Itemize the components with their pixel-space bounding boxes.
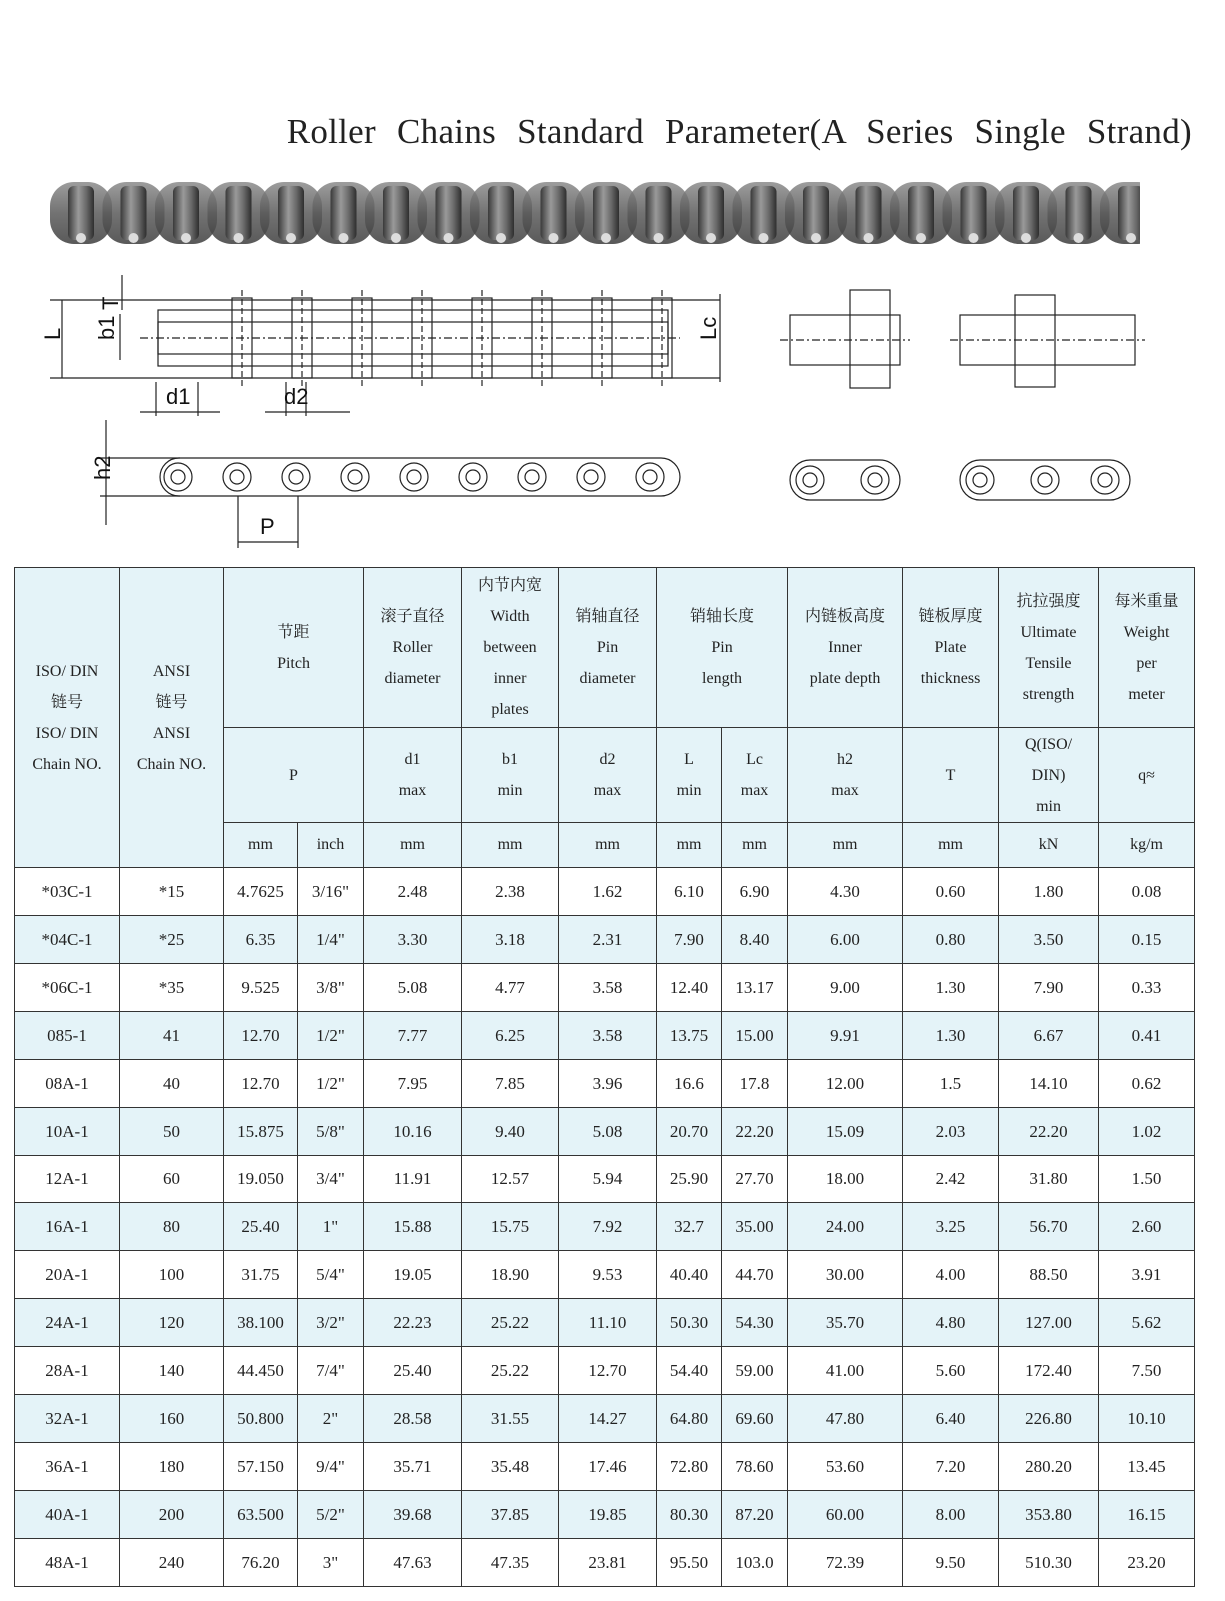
unit-cell: inch bbox=[298, 823, 364, 868]
table-cell: 4.77 bbox=[462, 963, 559, 1011]
header-ansi: ANSI 链号 ANSI Chain NO. bbox=[120, 568, 224, 868]
table-row bbox=[15, 1155, 1195, 1203]
label-Lc: Lc bbox=[696, 316, 721, 340]
table-cell: 9.525 bbox=[224, 963, 298, 1011]
table-cell: 1.62 bbox=[559, 868, 657, 916]
table-row bbox=[15, 1538, 1195, 1586]
table-cell: 19.05 bbox=[364, 1251, 462, 1299]
table-cell: 5/4" bbox=[298, 1251, 364, 1299]
table-cell: 25.90 bbox=[657, 1155, 722, 1203]
header-tensile-strength: 抗拉强度 Ultimate Tensile strength bbox=[999, 568, 1099, 728]
table-cell: 24.00 bbox=[788, 1203, 903, 1251]
symbol-L: L min bbox=[657, 728, 722, 823]
table-cell: 50 bbox=[120, 1107, 224, 1155]
table-cell: 226.80 bbox=[999, 1395, 1099, 1443]
table-row bbox=[15, 1490, 1195, 1538]
table-cell: 13.75 bbox=[657, 1011, 722, 1059]
table-cell: 0.60 bbox=[903, 868, 999, 916]
table-cell: 5.08 bbox=[559, 1107, 657, 1155]
table-cell: 31.55 bbox=[462, 1395, 559, 1443]
table-cell: 15.75 bbox=[462, 1203, 559, 1251]
table-cell: 3.58 bbox=[559, 963, 657, 1011]
table-cell: 39.68 bbox=[364, 1490, 462, 1538]
table-row bbox=[15, 1299, 1195, 1347]
table-cell: 31.75 bbox=[224, 1251, 298, 1299]
table-cell: 172.40 bbox=[999, 1347, 1099, 1395]
table-cell: 25.22 bbox=[462, 1299, 559, 1347]
table-cell: 280.20 bbox=[999, 1443, 1099, 1491]
label-d2: d2 bbox=[284, 384, 309, 409]
table-cell: 20A-1 bbox=[15, 1251, 120, 1299]
page-title: Roller Chains Standard Parameter(A Series Single Strand) bbox=[286, 112, 1192, 151]
table-cell: 80.30 bbox=[657, 1490, 722, 1538]
table-cell: 1/4" bbox=[298, 915, 364, 963]
table-cell: 88.50 bbox=[999, 1251, 1099, 1299]
table-cell: 9.50 bbox=[903, 1538, 999, 1586]
table-cell: 240 bbox=[120, 1538, 224, 1586]
table-cell: 47.63 bbox=[364, 1538, 462, 1586]
table-cell: 23.20 bbox=[1099, 1538, 1195, 1586]
table-cell: 9.91 bbox=[788, 1011, 903, 1059]
table-cell: 57.150 bbox=[224, 1443, 298, 1491]
table-cell: 44.70 bbox=[722, 1251, 788, 1299]
table-cell: 2.42 bbox=[903, 1155, 999, 1203]
table-cell: 2.03 bbox=[903, 1107, 999, 1155]
table-cell: 12.70 bbox=[559, 1347, 657, 1395]
table-cell: *35 bbox=[120, 963, 224, 1011]
table-cell: 1.5 bbox=[903, 1059, 999, 1107]
table-cell: 48A-1 bbox=[15, 1538, 120, 1586]
table-cell: 9/4" bbox=[298, 1443, 364, 1491]
table-row bbox=[15, 1011, 1195, 1059]
table-cell: 12.70 bbox=[224, 1059, 298, 1107]
table-cell: 95.50 bbox=[657, 1538, 722, 1586]
table-cell: 3.25 bbox=[903, 1203, 999, 1251]
table-cell: 22.20 bbox=[722, 1107, 788, 1155]
table-cell: 56.70 bbox=[999, 1203, 1099, 1251]
table-cell: 103.0 bbox=[722, 1538, 788, 1586]
table-cell: 15.00 bbox=[722, 1011, 788, 1059]
table-cell: 3/4" bbox=[298, 1155, 364, 1203]
symbol-q: q≈ bbox=[1099, 728, 1195, 823]
header-iso: ISO/ DIN 链号 ISO/ DIN Chain NO. bbox=[15, 568, 120, 868]
table-cell: 8.00 bbox=[903, 1490, 999, 1538]
table-cell: 3" bbox=[298, 1538, 364, 1586]
table-cell: 3/16" bbox=[298, 868, 364, 916]
table-cell: 16A-1 bbox=[15, 1203, 120, 1251]
table-cell: 50.30 bbox=[657, 1299, 722, 1347]
table-cell: 08A-1 bbox=[15, 1059, 120, 1107]
table-cell: 3.30 bbox=[364, 915, 462, 963]
table-cell: 1.50 bbox=[1099, 1155, 1195, 1203]
unit-cell: mm bbox=[559, 823, 657, 868]
table-cell: 35.71 bbox=[364, 1443, 462, 1491]
table-cell: 1.02 bbox=[1099, 1107, 1195, 1155]
table-cell: 6.90 bbox=[722, 868, 788, 916]
table-cell: 59.00 bbox=[722, 1347, 788, 1395]
table-cell: 20.70 bbox=[657, 1107, 722, 1155]
link-detail-diagrams bbox=[780, 280, 1160, 520]
table-cell: 2.31 bbox=[559, 915, 657, 963]
table-cell: 50.800 bbox=[224, 1395, 298, 1443]
table-cell: 3.58 bbox=[559, 1011, 657, 1059]
table-cell: 14.10 bbox=[999, 1059, 1099, 1107]
table-cell: 12.00 bbox=[788, 1059, 903, 1107]
table-cell: 4.00 bbox=[903, 1251, 999, 1299]
label-d1: d1 bbox=[166, 384, 191, 409]
table-cell: 15.09 bbox=[788, 1107, 903, 1155]
label-h2: h2 bbox=[90, 455, 115, 480]
table-row bbox=[15, 1347, 1195, 1395]
table-cell: 3/8" bbox=[298, 963, 364, 1011]
table-cell: 40A-1 bbox=[15, 1490, 120, 1538]
table-cell: 28.58 bbox=[364, 1395, 462, 1443]
header-pin-length: 销轴长度 Pin length bbox=[657, 568, 788, 728]
table-cell: 28A-1 bbox=[15, 1347, 120, 1395]
header-plate-thickness: 链板厚度 Plate thickness bbox=[903, 568, 999, 728]
table-cell: 47.35 bbox=[462, 1538, 559, 1586]
symbol-h2: h2 max bbox=[788, 728, 903, 823]
table-cell: 0.33 bbox=[1099, 963, 1195, 1011]
table-cell: 6.00 bbox=[788, 915, 903, 963]
table-cell: 53.60 bbox=[788, 1443, 903, 1491]
table-cell: 7.90 bbox=[657, 915, 722, 963]
table-cell: 6.35 bbox=[224, 915, 298, 963]
table-cell: 87.20 bbox=[722, 1490, 788, 1538]
table-cell: 24A-1 bbox=[15, 1299, 120, 1347]
table-cell: 47.80 bbox=[788, 1395, 903, 1443]
table-cell: 22.20 bbox=[999, 1107, 1099, 1155]
symbol-d2: d2 max bbox=[559, 728, 657, 823]
table-cell: 72.39 bbox=[788, 1538, 903, 1586]
header-inner-width: 内节内宽 Width between inner plates bbox=[462, 568, 559, 728]
unit-cell: kN bbox=[999, 823, 1099, 868]
unit-cell: mm bbox=[224, 823, 298, 868]
header-roller-diameter: 滚子直径 Roller diameter bbox=[364, 568, 462, 728]
table-cell: 9.00 bbox=[788, 963, 903, 1011]
symbol-b1: b1 min bbox=[462, 728, 559, 823]
table-cell: 11.10 bbox=[559, 1299, 657, 1347]
table-cell: 0.80 bbox=[903, 915, 999, 963]
table-cell: 54.40 bbox=[657, 1347, 722, 1395]
table-row bbox=[15, 1059, 1195, 1107]
table-cell: 140 bbox=[120, 1347, 224, 1395]
unit-cell: mm bbox=[657, 823, 722, 868]
table-cell: 200 bbox=[120, 1490, 224, 1538]
table-cell: 7.90 bbox=[999, 963, 1099, 1011]
table-cell: 6.40 bbox=[903, 1395, 999, 1443]
table-cell: 7.20 bbox=[903, 1443, 999, 1491]
symbol-T: T bbox=[903, 728, 999, 823]
table-cell: 3.50 bbox=[999, 915, 1099, 963]
table-cell: 1" bbox=[298, 1203, 364, 1251]
table-cell: 4.7625 bbox=[224, 868, 298, 916]
table-cell: 0.62 bbox=[1099, 1059, 1195, 1107]
unit-cell: mm bbox=[788, 823, 903, 868]
table-row bbox=[15, 1443, 1195, 1491]
table-cell: 41.00 bbox=[788, 1347, 903, 1395]
table-row bbox=[15, 868, 1195, 916]
table-cell: 12.70 bbox=[224, 1011, 298, 1059]
table-cell: 5/2" bbox=[298, 1490, 364, 1538]
table-cell: 37.85 bbox=[462, 1490, 559, 1538]
table-cell: 25.40 bbox=[224, 1203, 298, 1251]
unit-cell: mm bbox=[722, 823, 788, 868]
table-cell: 2.38 bbox=[462, 868, 559, 916]
table-cell: 2.60 bbox=[1099, 1203, 1195, 1251]
table-cell: 19.050 bbox=[224, 1155, 298, 1203]
table-cell: 12A-1 bbox=[15, 1155, 120, 1203]
header-weight: 每米重量 Weight per meter bbox=[1099, 568, 1195, 728]
table-cell: 7.95 bbox=[364, 1059, 462, 1107]
table-cell: 27.70 bbox=[722, 1155, 788, 1203]
table-cell: 7.85 bbox=[462, 1059, 559, 1107]
table-cell: 2" bbox=[298, 1395, 364, 1443]
table-cell: 35.70 bbox=[788, 1299, 903, 1347]
label-L: L bbox=[40, 327, 65, 340]
table-cell: 32.7 bbox=[657, 1203, 722, 1251]
table-cell: 0.08 bbox=[1099, 868, 1195, 916]
table-row bbox=[15, 1251, 1195, 1299]
table-cell: 15.875 bbox=[224, 1107, 298, 1155]
table-cell: 6.10 bbox=[657, 868, 722, 916]
table-cell: 64.80 bbox=[657, 1395, 722, 1443]
table-cell: 10.10 bbox=[1099, 1395, 1195, 1443]
table-cell: 12.57 bbox=[462, 1155, 559, 1203]
table-cell: 3.96 bbox=[559, 1059, 657, 1107]
table-cell: *06C-1 bbox=[15, 963, 120, 1011]
symbol-Q: Q(ISO/ DIN) min bbox=[999, 728, 1099, 823]
table-cell: 41 bbox=[120, 1011, 224, 1059]
header-inner-plate-depth: 内链板高度 Inner plate depth bbox=[788, 568, 903, 728]
table-cell: 80 bbox=[120, 1203, 224, 1251]
unit-cell: mm bbox=[364, 823, 462, 868]
table-cell: 4.30 bbox=[788, 868, 903, 916]
table-cell: 085-1 bbox=[15, 1011, 120, 1059]
table-cell: 78.60 bbox=[722, 1443, 788, 1491]
header-pitch: 节距 Pitch bbox=[224, 568, 364, 728]
table-cell: 1.30 bbox=[903, 963, 999, 1011]
table-cell: 15.88 bbox=[364, 1203, 462, 1251]
table-cell: 180 bbox=[120, 1443, 224, 1491]
table-cell: 25.22 bbox=[462, 1347, 559, 1395]
table-cell: 353.80 bbox=[999, 1490, 1099, 1538]
table-cell: 6.25 bbox=[462, 1011, 559, 1059]
table-cell: 23.81 bbox=[559, 1538, 657, 1586]
chain-dimension-diagram bbox=[20, 270, 740, 555]
label-P: P bbox=[260, 514, 275, 539]
table-cell: 2.48 bbox=[364, 868, 462, 916]
table-cell: 35.00 bbox=[722, 1203, 788, 1251]
table-cell: 6.67 bbox=[999, 1011, 1099, 1059]
table-cell: 63.500 bbox=[224, 1490, 298, 1538]
table-row bbox=[15, 1395, 1195, 1443]
table-cell: 11.91 bbox=[364, 1155, 462, 1203]
table-cell: *04C-1 bbox=[15, 915, 120, 963]
header-pin-diameter: 销轴直径 Pin diameter bbox=[559, 568, 657, 728]
table-cell: 25.40 bbox=[364, 1347, 462, 1395]
table-row bbox=[15, 915, 1195, 963]
table-cell: 7.77 bbox=[364, 1011, 462, 1059]
table-cell: 72.80 bbox=[657, 1443, 722, 1491]
table-cell: 1.30 bbox=[903, 1011, 999, 1059]
table-cell: 32A-1 bbox=[15, 1395, 120, 1443]
table-cell: *03C-1 bbox=[15, 868, 120, 916]
table-cell: 36A-1 bbox=[15, 1443, 120, 1491]
chain-spec-table bbox=[14, 567, 1195, 1587]
table-cell: 13.17 bbox=[722, 963, 788, 1011]
label-T: T bbox=[98, 296, 123, 310]
table-cell: 1.80 bbox=[999, 868, 1099, 916]
table-cell: 3/2" bbox=[298, 1299, 364, 1347]
symbol-Lc: Lc max bbox=[722, 728, 788, 823]
table-cell: 5.60 bbox=[903, 1347, 999, 1395]
table-row bbox=[15, 1203, 1195, 1251]
table-cell: 100 bbox=[120, 1251, 224, 1299]
table-cell: 69.60 bbox=[722, 1395, 788, 1443]
table-cell: 13.45 bbox=[1099, 1443, 1195, 1491]
table-cell: 510.30 bbox=[999, 1538, 1099, 1586]
table-cell: 8.40 bbox=[722, 915, 788, 963]
table-cell: 7.92 bbox=[559, 1203, 657, 1251]
table-cell: 60 bbox=[120, 1155, 224, 1203]
table-row bbox=[15, 963, 1195, 1011]
table-cell: 16.15 bbox=[1099, 1490, 1195, 1538]
table-cell: 10.16 bbox=[364, 1107, 462, 1155]
table-cell: 31.80 bbox=[999, 1155, 1099, 1203]
table-cell: 1/2" bbox=[298, 1059, 364, 1107]
table-cell: 38.100 bbox=[224, 1299, 298, 1347]
table-cell: 19.85 bbox=[559, 1490, 657, 1538]
table-cell: 10A-1 bbox=[15, 1107, 120, 1155]
table-cell: 160 bbox=[120, 1395, 224, 1443]
table-cell: 7/4" bbox=[298, 1347, 364, 1395]
table-cell: 30.00 bbox=[788, 1251, 903, 1299]
table-cell: 7.50 bbox=[1099, 1347, 1195, 1395]
table-cell: 0.15 bbox=[1099, 915, 1195, 963]
table-cell: 9.40 bbox=[462, 1107, 559, 1155]
symbol-d1: d1 max bbox=[364, 728, 462, 823]
table-cell: 17.8 bbox=[722, 1059, 788, 1107]
table-cell: 76.20 bbox=[224, 1538, 298, 1586]
table-cell: 5.62 bbox=[1099, 1299, 1195, 1347]
table-cell: 22.23 bbox=[364, 1299, 462, 1347]
table-row bbox=[15, 1107, 1195, 1155]
table-cell: 18.90 bbox=[462, 1251, 559, 1299]
table-cell: 14.27 bbox=[559, 1395, 657, 1443]
table-cell: 44.450 bbox=[224, 1347, 298, 1395]
label-b1: b1 bbox=[94, 315, 119, 340]
table-cell: 12.40 bbox=[657, 963, 722, 1011]
table-cell: 1/2" bbox=[298, 1011, 364, 1059]
table-cell: 9.53 bbox=[559, 1251, 657, 1299]
table-cell: *25 bbox=[120, 915, 224, 963]
unit-cell: mm bbox=[903, 823, 999, 868]
table-cell: 40.40 bbox=[657, 1251, 722, 1299]
unit-cell: mm bbox=[462, 823, 559, 868]
table-cell: 35.48 bbox=[462, 1443, 559, 1491]
table-cell: 120 bbox=[120, 1299, 224, 1347]
symbol-P: P bbox=[224, 728, 364, 823]
table-cell: 5.94 bbox=[559, 1155, 657, 1203]
table-cell: 5.08 bbox=[364, 963, 462, 1011]
table-cell: 40 bbox=[120, 1059, 224, 1107]
table-cell: 5/8" bbox=[298, 1107, 364, 1155]
roller-chain-photo bbox=[40, 172, 1140, 257]
table-cell: 3.18 bbox=[462, 915, 559, 963]
table-cell: 0.41 bbox=[1099, 1011, 1195, 1059]
table-cell: 17.46 bbox=[559, 1443, 657, 1491]
table-cell: 4.80 bbox=[903, 1299, 999, 1347]
table-cell: 127.00 bbox=[999, 1299, 1099, 1347]
unit-cell: kg/m bbox=[1099, 823, 1195, 868]
table-cell: 18.00 bbox=[788, 1155, 903, 1203]
table-cell: 60.00 bbox=[788, 1490, 903, 1538]
table-cell: 3.91 bbox=[1099, 1251, 1195, 1299]
table-cell: *15 bbox=[120, 868, 224, 916]
table-cell: 54.30 bbox=[722, 1299, 788, 1347]
table-cell: 16.6 bbox=[657, 1059, 722, 1107]
